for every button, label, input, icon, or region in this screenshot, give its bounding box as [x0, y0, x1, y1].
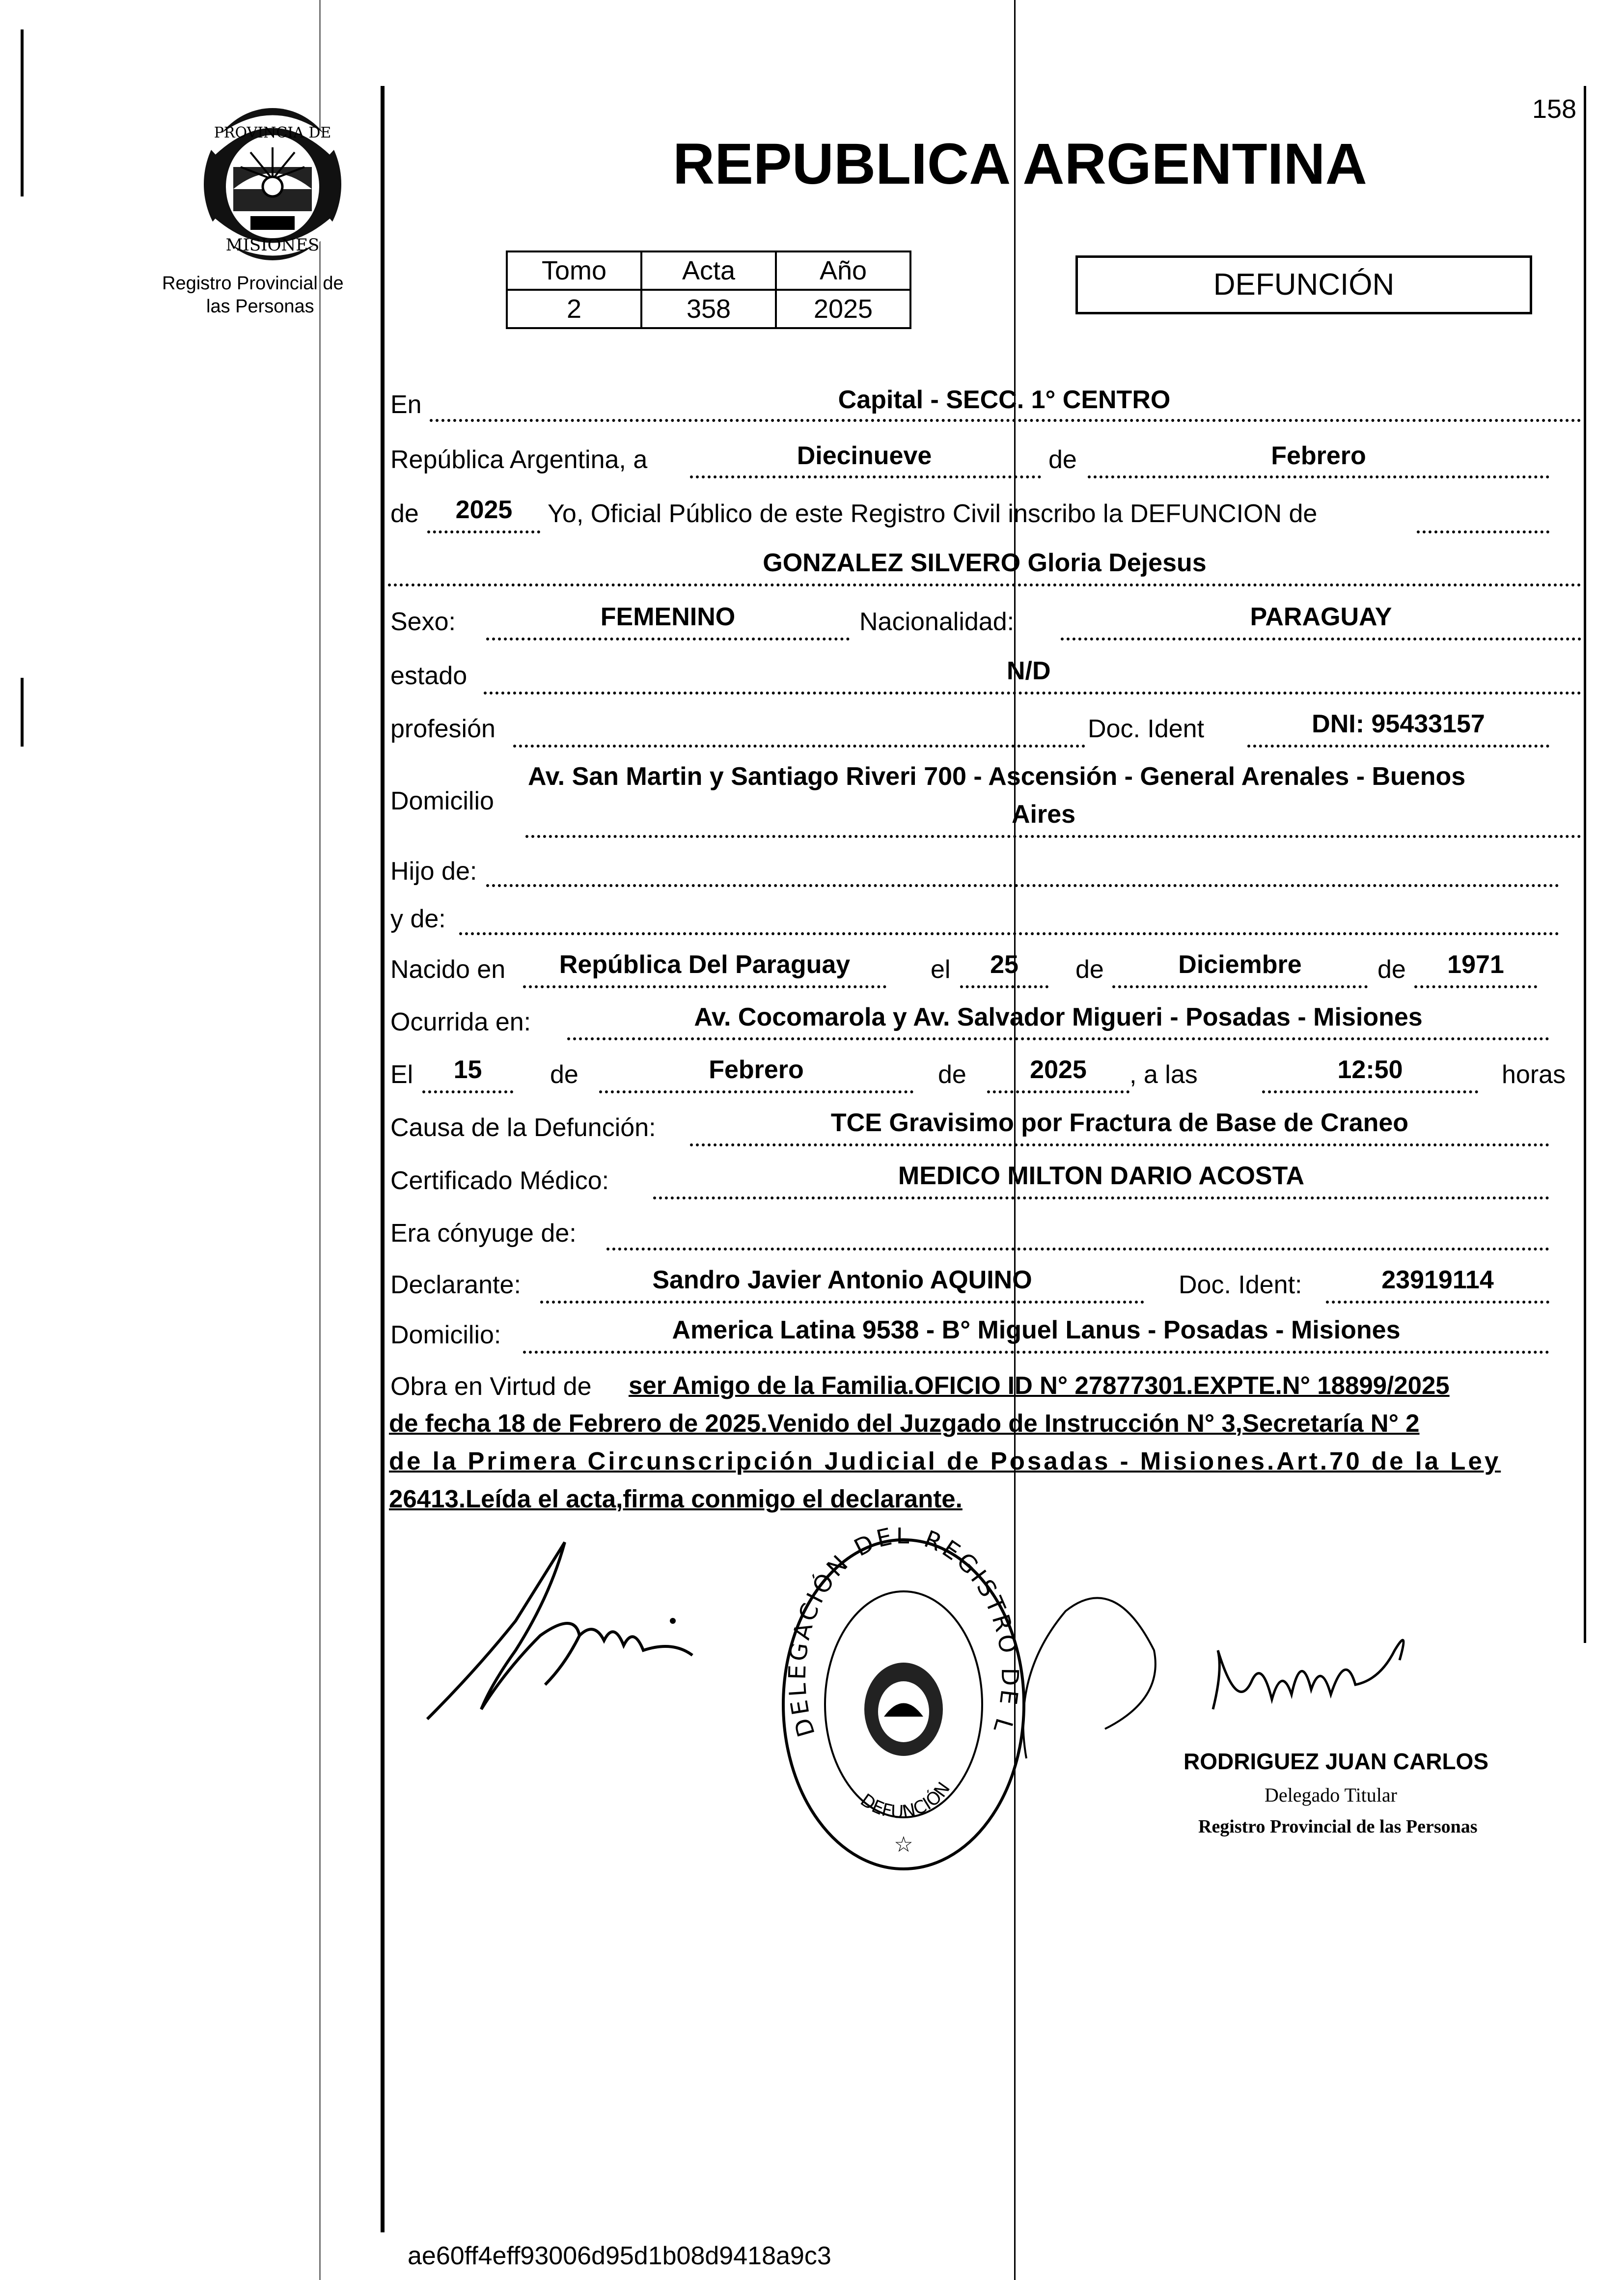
label-de-death-month: de: [550, 1060, 578, 1089]
value-nacido-lugar: República Del Paraguay: [559, 950, 851, 979]
label-el: el: [931, 955, 951, 984]
label-doc-ident: Doc. Ident: [1088, 715, 1205, 743]
registry-name-line1: Registro Provincial de: [162, 273, 344, 294]
province-coat-of-arms-logo: [192, 103, 354, 265]
record-table: [506, 250, 911, 329]
dotted-line: [1112, 985, 1368, 988]
label-domicilio-declarante: Domicilio:: [390, 1321, 501, 1349]
record-table-header: Tomo: [507, 251, 641, 290]
label-conyuge: Era cónyuge de:: [390, 1219, 577, 1248]
value-death-year: 2025: [1030, 1056, 1087, 1084]
dotted-line: [540, 1301, 1144, 1304]
label-en: En: [390, 390, 422, 419]
value-deceased-name: GONZALEZ SILVERO Gloria Dejesus: [763, 549, 1207, 577]
value-ocurrida-en: Av. Cocomarola y Av. Salvador Migueri - Posadas - Misiones: [694, 1003, 1423, 1031]
label-de-birth-year: de: [1377, 955, 1406, 984]
value-doc-declarante: 23919114: [1381, 1266, 1494, 1294]
svg-text:PROVINCIA DE: PROVINCIA DE: [214, 124, 331, 141]
value-death-day: 15: [453, 1056, 482, 1084]
label-certificado: Certificado Médico:: [390, 1167, 609, 1195]
margin-line-left-edge: [21, 29, 24, 196]
value-birth-day: 25: [990, 950, 1018, 979]
dotted-line: [430, 419, 1581, 422]
value-nacionalidad: PARAGUAY: [1250, 603, 1392, 631]
dotted-line: [1414, 985, 1537, 988]
value-month-word: Febrero: [1271, 442, 1366, 470]
margin-line-left-edge-2: [21, 678, 24, 747]
dotted-line: [690, 475, 1041, 478]
label-yo-oficial: Yo, Oficial Público de este Registro Civil inscribo la DEFUNCION de: [548, 500, 1318, 528]
dotted-line: [513, 745, 1085, 748]
label-de-death-year: de: [938, 1060, 966, 1089]
label-a-las: , a las: [1129, 1060, 1198, 1089]
page-number: 158: [1532, 94, 1577, 124]
dotted-line: [599, 1090, 913, 1093]
dotted-line: [690, 1143, 1549, 1146]
official-signature: [1007, 1552, 1537, 1778]
dotted-line: [1088, 475, 1549, 478]
page-title: REPUBLICA ARGENTINA: [673, 132, 1367, 196]
document-type-box: [1075, 255, 1532, 314]
official-org: Registro Provincial de las Personas: [1198, 1816, 1478, 1837]
svg-text:☆: ☆: [894, 1833, 913, 1857]
dotted-line: [459, 932, 1559, 935]
dotted-line: [523, 985, 886, 988]
svg-text:DEFUNCIÓN DIGITAL: DEFUNCIÓN: [856, 1779, 955, 1823]
dotted-line: [960, 985, 1048, 988]
label-nacido-en: Nacido en: [390, 955, 506, 984]
record-table-cell: 2: [507, 290, 641, 328]
dotted-line: [653, 1196, 1549, 1199]
declarant-signature: [417, 1523, 737, 1729]
record-table-header: Acta: [641, 251, 776, 290]
record-table-cell: 358: [641, 290, 776, 328]
obra-line-3: de la Primera Circunscripción Judicial de Posadas - Misiones.Art.70 de la Ley: [389, 1447, 1501, 1475]
obra-line-1: ser Amigo de la Familia.OFICIO ID N° 27877301.EXPTE.N° 18899/2025: [629, 1371, 1450, 1399]
label-de-birth-month: de: [1075, 955, 1104, 984]
label-causa: Causa de la Defunción:: [390, 1113, 656, 1142]
value-declarante: Sandro Javier Antonio AQUINO: [652, 1266, 1032, 1294]
record-table-cell: 2025: [776, 290, 910, 328]
dotted-line: [427, 530, 540, 533]
label-profesion: profesión: [390, 715, 495, 743]
dotted-line: [388, 584, 1581, 586]
label-de: de: [1048, 445, 1077, 474]
label-republica: República Argentina, a: [390, 445, 648, 474]
margin-line-right: [1584, 86, 1586, 1643]
label-y-de: y de:: [390, 905, 446, 933]
dotted-line: [484, 692, 1581, 695]
label-obra-en-virtud: Obra en Virtud de: [390, 1372, 592, 1401]
dotted-line: [606, 1248, 1549, 1251]
margin-line-fold: [319, 0, 321, 2280]
dotted-line: [422, 1090, 513, 1093]
value-year: 2025: [455, 496, 513, 524]
dotted-line: [1417, 530, 1549, 533]
registry-name-line2: las Personas: [206, 296, 314, 317]
record-table-header: Año: [776, 251, 910, 290]
value-domicilio-line2: Aires: [1012, 800, 1076, 829]
value-domicilio-declarante: America Latina 9538 - B° Miguel Lanus - Posadas - Misiones: [672, 1316, 1401, 1344]
dotted-line: [1061, 638, 1581, 640]
record-table-value-row: [507, 290, 910, 328]
dotted-line: [1247, 745, 1549, 748]
label-El: El: [390, 1060, 413, 1089]
dotted-line: [486, 638, 850, 640]
label-sexo: Sexo:: [390, 608, 456, 636]
value-dni: DNI: 95433157: [1312, 710, 1485, 738]
label-doc-ident-declarante: Doc. Ident:: [1179, 1271, 1302, 1299]
official-name: RODRIGUEZ JUAN CARLOS: [1184, 1749, 1489, 1774]
value-causa: TCE Gravisimo por Fractura de Base de Craneo: [830, 1109, 1409, 1137]
label-estado: estado: [390, 662, 468, 690]
label-hijo-de: Hijo de:: [390, 857, 477, 886]
label-de-year: de: [390, 500, 419, 528]
value-certificado: MEDICO MILTON DARIO ACOSTA: [898, 1162, 1305, 1190]
dotted-line: [1262, 1090, 1478, 1093]
obra-line-4: 26413.Leída el acta,firma conmigo el declarante.: [389, 1485, 963, 1513]
value-hora: 12:50: [1337, 1056, 1403, 1084]
dotted-line: [567, 1037, 1549, 1040]
value-death-month: Febrero: [709, 1056, 804, 1084]
obra-line-2: de fecha 18 de Febrero de 2025.Venido del Juzgado de Instrucción N° 3,Secretaría N° 2: [389, 1409, 1420, 1437]
value-day-word: Diecinueve: [797, 442, 932, 470]
label-domicilio: Domicilio: [390, 787, 494, 815]
record-table-header-row: [507, 251, 910, 290]
document-type: DEFUNCIÓN: [1213, 268, 1395, 302]
dotted-line: [523, 1351, 1549, 1354]
dotted-line: [486, 884, 1559, 887]
value-birth-month: Diciembre: [1178, 950, 1302, 979]
footer-hash: ae60ff4eff93006d95d1b08d9418a9c3: [408, 2242, 831, 2270]
svg-text:DELEGACIÓN DEL REGISTRO DE LAS: DELEGACIÓN DEL REGISTRO DE L: [783, 1528, 1024, 1740]
value-estado: N/D: [1007, 657, 1051, 685]
dotted-line: [987, 1090, 1129, 1093]
label-declarante: Declarante:: [390, 1271, 521, 1299]
center-fold-line: [1014, 0, 1016, 2280]
label-horas: horas: [1502, 1060, 1566, 1089]
svg-text:MISIONES: MISIONES: [225, 235, 320, 255]
value-domicilio-line1: Av. San Martin y Santiago Riveri 700 - Ascensión - General Arenales - Buenos: [528, 762, 1466, 791]
margin-line-main: [381, 86, 385, 2232]
official-role: Delegado Titular: [1265, 1784, 1397, 1806]
label-nacionalidad: Nacionalidad:: [859, 608, 1015, 636]
dotted-line: [1326, 1301, 1549, 1304]
value-en-place: Capital - SECC. 1° CENTRO: [838, 386, 1171, 414]
dotted-line: [525, 835, 1581, 838]
label-ocurrida-en: Ocurrida en:: [390, 1008, 531, 1036]
official-stamp: [776, 1528, 1031, 1881]
value-birth-year: 1971: [1447, 950, 1504, 979]
value-sexo: FEMENINO: [600, 603, 736, 631]
